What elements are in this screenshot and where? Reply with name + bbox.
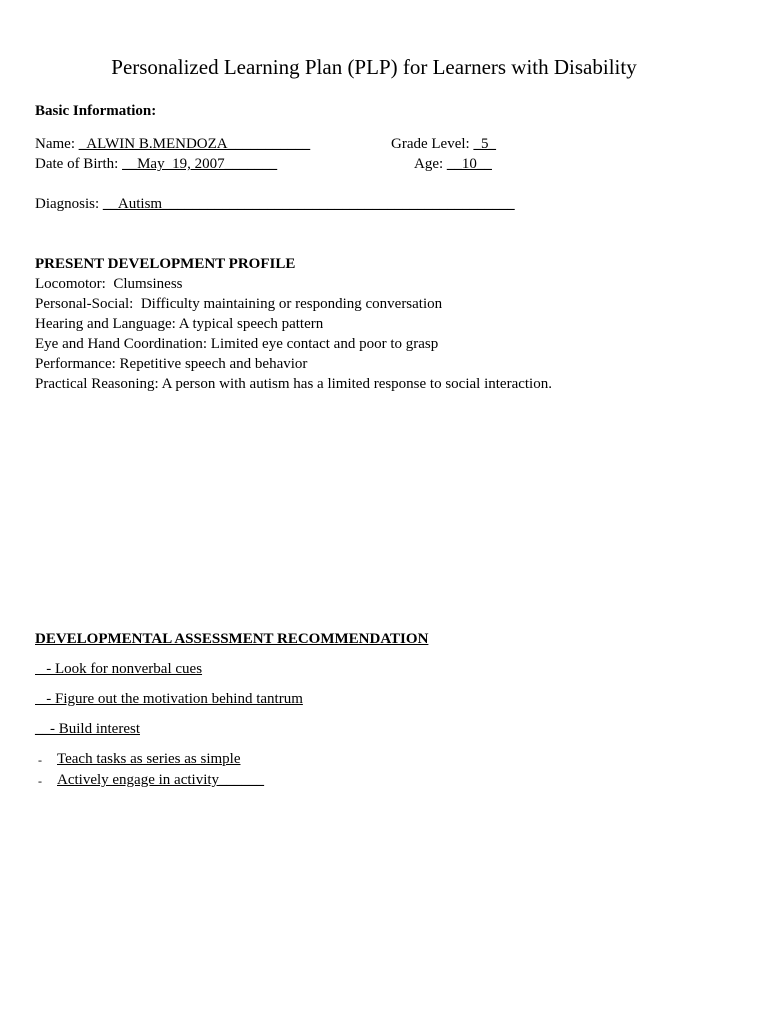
age-row	[414, 154, 492, 174]
name-value: _ALWIN B.MENDOZA___________	[78, 136, 311, 152]
grade-level-value: _5_	[473, 136, 496, 152]
present-development-profile-heading: PRESENT DEVELOPMENT PROFILE	[35, 256, 296, 272]
date-of-birth-value: __May 19, 2007_______	[122, 156, 278, 172]
developmental-assessment-recommendation-heading: DEVELOPMENTAL ASSESSMENT RECOMMENDATION	[35, 631, 429, 647]
recommendation-item: __- Build interest	[35, 721, 140, 737]
diagnosis-row	[35, 194, 515, 214]
age-label: Age:	[414, 156, 447, 172]
profile-line: Hearing and Language: A typical speech pattern	[35, 316, 324, 332]
profile-line: Personal-Social: Difficulty maintaining or responding conversation	[35, 296, 443, 312]
date-of-birth-row	[35, 154, 277, 174]
bullet-dash-icon: -	[38, 753, 42, 767]
age-value: __10__	[446, 156, 492, 172]
basic-information-heading: Basic Information:	[35, 103, 157, 119]
diagnosis-label: Diagnosis:	[35, 196, 103, 212]
name-row	[35, 134, 310, 154]
diagnosis-value: __Autism_______________________________________________	[102, 196, 515, 212]
document-title: Personalized Learning Plan (PLP) for Learners with Disability	[111, 55, 637, 79]
recommendation-item: - Look for nonverbal cues	[35, 661, 203, 677]
grade-level-label: Grade Level:	[391, 136, 474, 152]
date-of-birth-label: Date of Birth:	[35, 156, 123, 172]
recommendation-item: - Figure out the motivation behind tantrum	[35, 691, 303, 707]
profile-line: Performance: Repetitive speech and behavior	[35, 356, 308, 372]
recommendation-bullet: Actively engage in activity______	[57, 772, 265, 788]
name-label: Name:	[35, 136, 79, 152]
profile-line: Eye and Hand Coordination: Limited eye contact and poor to grasp	[35, 336, 439, 352]
profile-line: Locomotor: Clumsiness	[35, 276, 183, 292]
grade-level-row	[391, 134, 496, 154]
profile-line: Practical Reasoning: A person with autism has a limited response to social interaction.	[35, 376, 552, 392]
bullet-dash-icon: -	[38, 774, 42, 788]
recommendation-bullet: Teach tasks as series as simple	[57, 751, 241, 767]
